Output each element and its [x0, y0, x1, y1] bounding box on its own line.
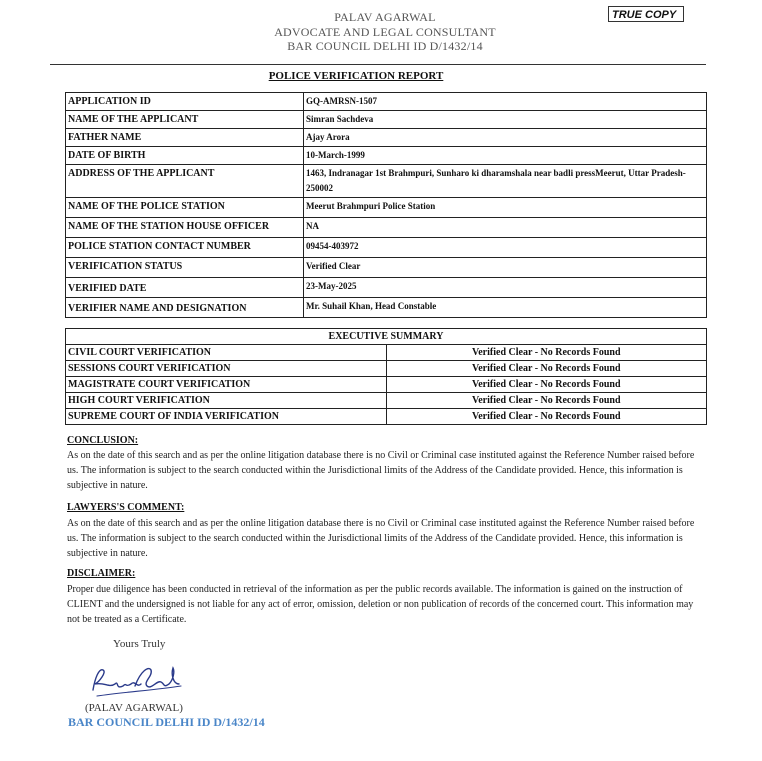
court-result: Verified Clear - No Records Found [386, 377, 707, 393]
court-label: SUPREME COURT OF INDIA VERIFICATION [66, 409, 387, 425]
field-label: NAME OF THE POLICE STATION [66, 198, 304, 218]
court-result: Verified Clear - No Records Found [386, 393, 707, 409]
table-row [66, 329, 707, 345]
table-row [66, 298, 707, 318]
field-value: 1463, Indranagar 1st Brahmpuri, Sunharo ki dharamshala near badli pressMeerut, Uttar Pradesh-250002 [304, 165, 707, 198]
field-value: Verified Clear [304, 258, 707, 278]
court-result: Verified Clear - No Records Found [386, 345, 707, 361]
conclusion-heading: CONCLUSION: [67, 435, 139, 446]
table-row [66, 147, 707, 165]
table-row [66, 218, 707, 238]
field-label: NAME OF THE STATION HOUSE OFFICER [66, 218, 304, 238]
field-label: ADDRESS OF THE APPLICANT [66, 165, 304, 198]
table-row [66, 93, 707, 111]
field-value: NA [304, 218, 707, 238]
table-row [66, 111, 707, 129]
page-title: POLICE VERIFICATION REPORT [268, 70, 444, 82]
lawyers-comment-text: As on the date of this search and as per the online litigation database there is no Civil or Criminal case instituted against the Reference Number raised before us. The information is subject to the search conducted within the Jurisdictional limits of the Address of the Candidate provided. Hence, this information is subjective in nature. [67, 518, 695, 559]
header-bar-council-id: BAR COUNCIL DELHI ID D/1432/14 [287, 39, 483, 53]
court-result: Verified Clear - No Records Found [386, 409, 707, 425]
signature-image [85, 660, 185, 700]
table-row [66, 345, 707, 361]
table-row [66, 238, 707, 258]
lawyers-comment-heading: LAWYERS'S COMMENT: [67, 502, 185, 513]
field-value: Meerut Brahmpuri Police Station [304, 198, 707, 218]
disclaimer-heading: DISCLAIMER: [67, 568, 136, 579]
details-table [65, 92, 707, 318]
field-value: 09454-403972 [304, 238, 707, 258]
court-label: CIVIL COURT VERIFICATION [66, 345, 387, 361]
field-label: APPLICATION ID [66, 93, 304, 111]
court-label: HIGH COURT VERIFICATION [66, 393, 387, 409]
field-value: GQ-AMRSN-1507 [304, 93, 707, 111]
true-copy-stamp: TRUE COPY [608, 6, 684, 22]
field-label: NAME OF THE APPLICANT [66, 111, 304, 129]
table-row [66, 258, 707, 278]
table-row [66, 278, 707, 298]
table-row [66, 409, 707, 425]
advocate-name: PALAV AGARWAL [334, 10, 436, 24]
field-value: Mr. Suhail Khan, Head Constable [304, 298, 707, 318]
signatory-bar-council-id: BAR COUNCIL DELHI ID D/1432/14 [68, 715, 265, 729]
field-value: 10-March-1999 [304, 147, 707, 165]
executive-summary-table [65, 328, 707, 425]
field-label: VERIFIED DATE [66, 278, 304, 298]
table-row [66, 165, 707, 198]
table-row [66, 361, 707, 377]
court-label: SESSIONS COURT VERIFICATION [66, 361, 387, 377]
field-label: POLICE STATION CONTACT NUMBER [66, 238, 304, 258]
court-result: Verified Clear - No Records Found [386, 361, 707, 377]
field-value: Simran Sachdeva [304, 111, 707, 129]
field-label: FATHER NAME [66, 129, 304, 147]
field-label: VERIFICATION STATUS [66, 258, 304, 278]
header-divider [50, 64, 706, 65]
advocate-role: ADVOCATE AND LEGAL CONSULTANT [274, 25, 496, 39]
field-label: DATE OF BIRTH [66, 147, 304, 165]
field-value: 23-May-2025 [304, 278, 707, 298]
table-row [66, 198, 707, 218]
table-row [66, 129, 707, 147]
field-value: Ajay Arora [304, 129, 707, 147]
court-label: MAGISTRATE COURT VERIFICATION [66, 377, 387, 393]
disclaimer-text: Proper due diligence has been conducted in retrieval of the information as per the public records available. The information is gained on the instruction of CLIENT and the undersigned is not liable for any act of error, omission, deletion or non publication of records of the concerned court. This information may not be treated as a Certificate. [67, 584, 694, 625]
closing-salutation: Yours Truly [113, 638, 166, 650]
conclusion-text: As on the date of this search and as per the online litigation database there is no Civil or Criminal case instituted against the Reference Number raised before us. The information is subject to the search conducted within the Jurisdictional limits of the Address of the Candidate provided. Hence, this information is subjective in nature. [67, 450, 695, 491]
table-row [66, 393, 707, 409]
signatory-name: (PALAV AGARWAL) [85, 702, 183, 714]
summary-heading: EXECUTIVE SUMMARY [66, 329, 707, 345]
table-row [66, 377, 707, 393]
field-label: VERIFIER NAME AND DESIGNATION [66, 298, 304, 318]
